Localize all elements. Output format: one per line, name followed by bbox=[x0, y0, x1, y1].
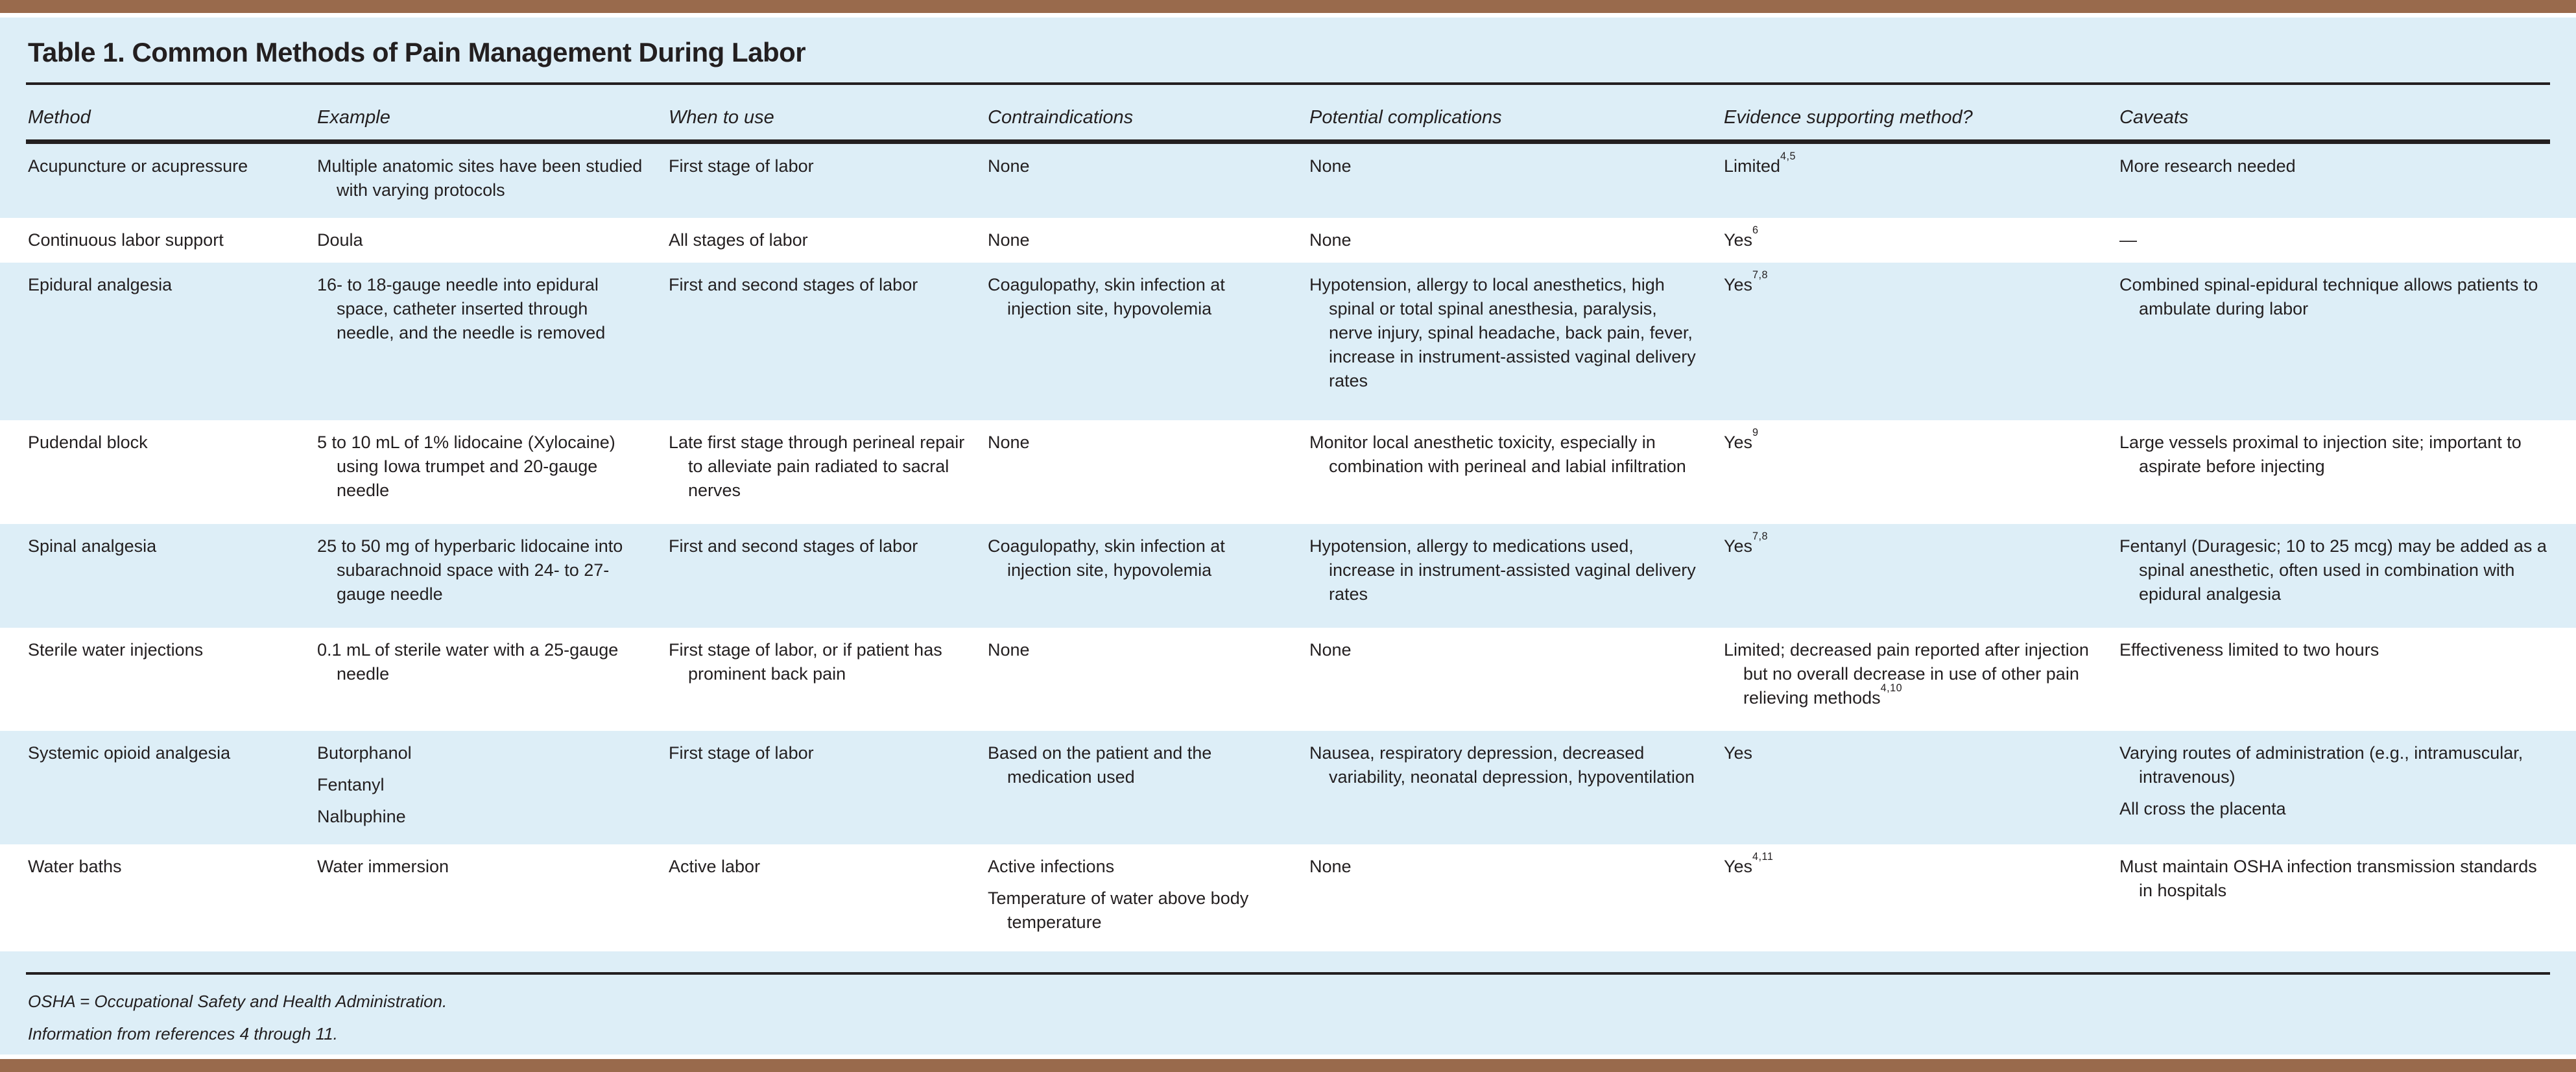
evidence-reference-superscript: 7,8 bbox=[1752, 530, 1769, 543]
contra-cell: Coagulopathy, skin infection at injection site, hypovolemia bbox=[988, 536, 1225, 580]
evidence-text: Yes bbox=[1724, 857, 1753, 876]
table-row bbox=[0, 524, 2576, 628]
contra-cell: None bbox=[988, 230, 1030, 250]
column-header-evidence: Evidence supporting method? bbox=[1724, 107, 1973, 128]
contra-cell: Based on the patient and the medication used bbox=[988, 743, 1212, 787]
example-cell: Doula bbox=[317, 230, 363, 250]
caveats-cell: Varying routes of administration (e.g., intramuscular, intravenous) All cross the placenta bbox=[2119, 743, 2523, 818]
evidence-cell bbox=[1724, 218, 2119, 263]
method-cell: Continuous labor support bbox=[28, 230, 224, 250]
table-title: Table 1. Common Methods of Pain Management During Labor bbox=[28, 37, 806, 67]
evidence-text: Yes bbox=[1724, 536, 1753, 556]
example-cell: 5 to 10 mL of 1% lidocaine (Xylocaine) using Iowa trumpet and 20-gauge needle bbox=[317, 433, 615, 500]
compl-cell: Hypotension, allergy to medications used, increase in instrument-assisted vaginal delivery rates bbox=[1309, 536, 1696, 604]
example-cell: Multiple anatomic sites have been studied with varying protocols bbox=[317, 156, 643, 200]
column-header-caveats: Caveats bbox=[2119, 107, 2189, 128]
evidence-cell bbox=[1724, 420, 2119, 524]
column-header-complications: Potential complications bbox=[1309, 107, 1502, 128]
caveats-cell: Effectiveness limited to two hours bbox=[2119, 640, 2379, 660]
example-cell: Water immersion bbox=[317, 857, 449, 876]
compl-cell: Monitor local anesthetic toxicity, especially in combination with perineal and labial infiltration bbox=[1309, 433, 1686, 476]
column-header-row bbox=[0, 85, 2576, 139]
evidence-cell bbox=[1724, 524, 2119, 628]
contra-cell: Coagulopathy, skin infection at injection site, hypovolemia bbox=[988, 275, 1225, 318]
when-cell: All stages of labor bbox=[669, 230, 808, 250]
method-cell: Water baths bbox=[28, 857, 122, 876]
evidence-cell bbox=[1724, 144, 2119, 218]
contra-cell: None bbox=[988, 640, 1030, 660]
evidence-cell bbox=[1724, 844, 2119, 951]
column-header-method: Method bbox=[28, 107, 91, 128]
evidence-cell bbox=[1724, 263, 2119, 420]
table-row bbox=[0, 144, 2576, 218]
caveats-cell: Large vessels proximal to injection site; important to aspirate before injecting bbox=[2119, 433, 2522, 476]
evidence-text: Yes bbox=[1724, 743, 1753, 763]
evidence-reference-superscript: 4,11 bbox=[1752, 851, 1774, 863]
column-header-contraindications: Contraindications bbox=[988, 107, 1134, 128]
evidence-text: Yes bbox=[1724, 275, 1753, 294]
caveats-cell: More research needed bbox=[2119, 156, 2296, 176]
abbreviation-note: OSHA = Occupational Safety and Health Administration. bbox=[28, 992, 447, 1011]
spacer bbox=[0, 1045, 2576, 1054]
example-cell: 25 to 50 mg of hyperbaric lidocaine into subarachnoid space with 24- to 27-gauge needle bbox=[317, 536, 623, 604]
evidence-reference-superscript: 4,5 bbox=[1780, 150, 1796, 163]
compl-cell: None bbox=[1309, 230, 1352, 250]
table-row bbox=[0, 263, 2576, 420]
header-divider bbox=[26, 139, 2550, 144]
contra-cell: None bbox=[988, 156, 1030, 176]
footer-divider bbox=[26, 972, 2550, 975]
footnotes bbox=[28, 990, 2548, 1045]
compl-cell: None bbox=[1309, 156, 1352, 176]
contra-cell: None bbox=[988, 433, 1030, 452]
caveats-cell: — bbox=[2119, 230, 2137, 250]
when-cell: First and second stages of labor bbox=[669, 536, 918, 556]
evidence-reference-superscript: 6 bbox=[1752, 224, 1759, 237]
evidence-text: Yes bbox=[1724, 230, 1753, 250]
table-body bbox=[0, 144, 2576, 951]
caveats-cell: Fentanyl (Duragesic; 10 to 25 mcg) may be added as a spinal anesthetic, often used in combination with epidural analgesia bbox=[2119, 536, 2547, 604]
table-row bbox=[0, 844, 2576, 951]
when-cell: First and second stages of labor bbox=[669, 275, 918, 294]
evidence-text: Yes bbox=[1724, 433, 1753, 452]
caveats-cell: Must maintain OSHA infection transmission standards in hospitals bbox=[2119, 857, 2537, 900]
when-cell: First stage of labor bbox=[669, 156, 814, 176]
compl-cell: None bbox=[1309, 857, 1352, 876]
method-cell: Systemic opioid analgesia bbox=[28, 743, 231, 763]
when-cell: Late first stage through perineal repair to alleviate pain radiated to sacral nerves bbox=[669, 433, 965, 500]
evidence-reference-superscript: 7,8 bbox=[1752, 269, 1769, 281]
source-note: Information from references 4 through 11. bbox=[28, 1024, 338, 1043]
column-header-when-to-use: When to use bbox=[669, 107, 774, 128]
table-row bbox=[0, 731, 2576, 844]
evidence-text: Limited bbox=[1724, 156, 1781, 176]
evidence-reference-superscript: 9 bbox=[1752, 427, 1759, 439]
column-header-example: Example bbox=[317, 107, 390, 128]
method-cell: Spinal analgesia bbox=[28, 536, 157, 556]
bottom-accent-bar bbox=[0, 1059, 2576, 1072]
table-row bbox=[0, 218, 2576, 263]
evidence-cell bbox=[1724, 731, 2119, 844]
when-cell: Active labor bbox=[669, 857, 761, 876]
compl-cell: Hypotension, allergy to local anesthetics, high spinal or total spinal anesthesia, paralysis, nerve injury, spinal headache, back pain, fever, increase in instrument-assisted vaginal delivery rates bbox=[1309, 275, 1696, 390]
example-cell: 16- to 18-gauge needle into epidural space, catheter inserted through needle, and the needle is removed bbox=[317, 275, 606, 342]
method-cell: Epidural analgesia bbox=[28, 275, 173, 294]
contra-cell: Active infections Temperature of water above body temperature bbox=[988, 857, 1249, 932]
table-row bbox=[0, 628, 2576, 731]
evidence-cell bbox=[1724, 628, 2119, 731]
when-cell: First stage of labor, or if patient has prominent back pain bbox=[669, 640, 942, 684]
example-cell: Butorphanol Fentanyl Nalbuphine bbox=[317, 743, 412, 826]
caveats-cell: Combined spinal-epidural technique allows patients to ambulate during labor bbox=[2119, 275, 2538, 318]
compl-cell: Nausea, respiratory depression, decreased variability, neonatal depression, hypoventilation bbox=[1309, 743, 1695, 787]
method-cell: Acupuncture or acupressure bbox=[28, 156, 248, 176]
method-cell: Pudendal block bbox=[28, 433, 148, 452]
top-gap bbox=[0, 13, 2576, 18]
bottom-gap bbox=[0, 1054, 2576, 1059]
compl-cell: None bbox=[1309, 640, 1352, 660]
example-cell: 0.1 mL of sterile water with a 25-gauge needle bbox=[317, 640, 619, 684]
evidence-text: Limited; decreased pain reported after injection but no overall decrease in use of other pain relieving methods bbox=[1724, 640, 2089, 708]
top-accent-bar bbox=[0, 0, 2576, 13]
evidence-reference-superscript: 4,10 bbox=[1880, 682, 1903, 695]
table-row bbox=[0, 420, 2576, 524]
method-cell: Sterile water injections bbox=[28, 640, 204, 660]
when-cell: First stage of labor bbox=[669, 743, 814, 763]
